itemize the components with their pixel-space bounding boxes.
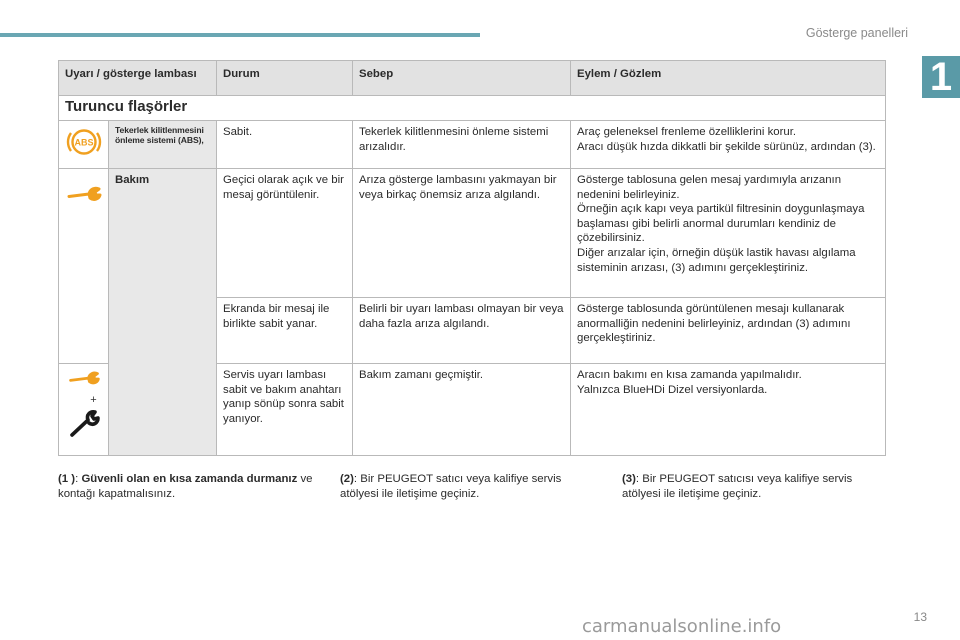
service-lamp-cell: [59, 169, 109, 364]
plus-sign: +: [90, 393, 97, 406]
footnote-3: [622, 472, 885, 501]
watermark: carmanualsonline.info: [582, 616, 782, 637]
footnote-3-label: (3): [622, 473, 636, 485]
abs-icon-text: ABS: [74, 137, 94, 148]
abs-lamp-name: Tekerlek kilitlenmesini önleme sistemi (ABS),: [109, 121, 217, 169]
table-header-row: [59, 61, 886, 96]
service-action-1: Gösterge tablosuna gelen mesaj yardımıyla arızanın nedenini belirleyiniz. Örneğin açık kapı veya partikül filtresinin doygunlaşmaya başlaması gibi belirli anormal durumları kendiniz de çözebilirsiniz. Diğer arızalar için, örneğin düşük lastik havası algılama sisteminin arızası, (3) adımını gerçekleştiriniz.: [571, 169, 886, 298]
column-header-lamp: Uyarı / gösterge lambası: [59, 61, 217, 96]
service-action-2: Gösterge tablosunda görüntülenen mesajı kullanarak anormalliğin nedenini belirleyiniz, ardından (3) adımını gerçekleştiriniz.: [571, 298, 886, 364]
abs-cause: Tekerlek kilitlenmesini önleme sistemi arızalıdır.: [353, 121, 571, 169]
footnote-1-text: ve kontağı kapatmalısınız.: [58, 473, 313, 500]
service-combo-lamp-cell: [59, 364, 109, 456]
page-number: 13: [913, 610, 927, 624]
footnote-1-sep: :: [75, 473, 82, 485]
service-wrench-icon: [66, 185, 102, 205]
footnote-3-text: Bir PEUGEOT satıcısı veya kalifiye servis atölyesi ile iletişime geçiniz.: [622, 473, 853, 500]
service-status-1: Geçici olarak açık ve bir mesaj görüntülenir.: [217, 169, 353, 298]
header-accent-bar: [0, 33, 480, 37]
service-action-3: Aracın bakımı en kısa zamanda yapılmalıdır. Yalnızca BlueHDi Dizel versiyonlarda.: [571, 364, 886, 456]
column-header-status: Durum: [217, 61, 353, 96]
abs-action: Araç geleneksel frenleme özelliklerini korur. Aracı düşük hızda dikkatli bir şekilde sürünüz, ardından (3).: [571, 121, 886, 169]
group-row: [59, 96, 886, 121]
footnote-2-text: Bir PEUGEOT satıcı veya kalifiye servis atölyesi ile iletişime geçiniz.: [340, 473, 562, 500]
footnote-2-sep: :: [353, 473, 361, 485]
service-status-2: Ekranda bir mesaj ile birlikte sabit yanar.: [217, 298, 353, 364]
service-cause-1: Arıza gösterge lambasını yakmayan bir veya birkaç önemsiz arıza algılandı.: [353, 169, 571, 298]
footnote-1: [58, 472, 328, 501]
footnote-3-sep: :: [635, 473, 643, 485]
warning-lamps-table: [58, 60, 886, 456]
abs-warning-icon: [65, 126, 103, 158]
column-header-action: Eylem / Gözlem: [571, 61, 886, 96]
chapter-number: 1: [929, 55, 953, 99]
service-cause-2: Belirli bir uyarı lambası olmayan bir veya daha fazla arıza algılandı.: [353, 298, 571, 364]
service-status-3: Servis uyarı lambası sabit ve bakım anahtarı yanıp sönüp sonra sabit yanıyor.: [217, 364, 353, 456]
table-row: [59, 121, 886, 169]
group-title: Turuncu flaşörler: [59, 96, 886, 121]
service-wrench-icon: [66, 370, 102, 388]
footnote-2: [340, 472, 598, 501]
footnote-1-label: (1 ): [58, 473, 76, 485]
chapter-tab: [922, 56, 960, 98]
service-cause-3: Bakım zamanı geçmiştir.: [353, 364, 571, 456]
table-row: [59, 169, 886, 298]
footnote-1-bold: Güvenli olan en kısa zamanda durmanız: [81, 473, 298, 485]
maintenance-spanner-icon: [67, 409, 101, 439]
service-lamp-name: Bakım: [109, 169, 217, 456]
footnote-2-label: (2): [340, 473, 354, 485]
section-title: Gösterge panelleri: [805, 26, 908, 40]
column-header-cause: Sebep: [353, 61, 571, 96]
abs-lamp-cell: [59, 121, 109, 169]
abs-status: Sabit.: [217, 121, 353, 169]
